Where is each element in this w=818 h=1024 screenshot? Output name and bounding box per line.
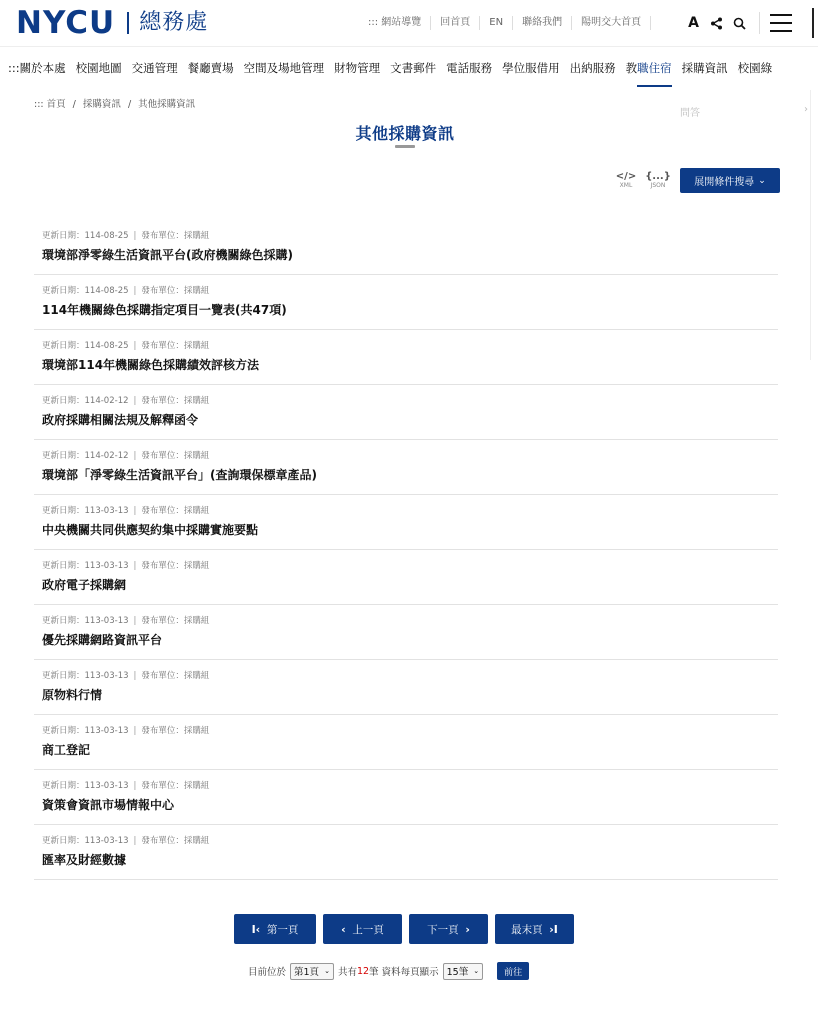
item-date: 114-08-25 bbox=[84, 231, 129, 241]
item-date: 113-03-13 bbox=[84, 671, 129, 681]
list-item[interactable] bbox=[34, 605, 778, 660]
item-title[interactable]: 114年機關綠色採購指定項目一覽表(共47項) bbox=[42, 303, 287, 317]
chevron-down-icon: ⌄ bbox=[324, 967, 330, 975]
list-item[interactable] bbox=[34, 385, 778, 440]
nav-item-12[interactable]: 採購資訊 bbox=[681, 61, 728, 75]
main-nav-items bbox=[8, 59, 782, 77]
item-unit: 採購組 bbox=[183, 781, 210, 791]
sitemap-link[interactable]: ::: 網站導覽 bbox=[368, 16, 431, 30]
per-page-select[interactable] bbox=[443, 963, 483, 980]
item-title[interactable]: 中央機關共同供應契約集中採購實施要點 bbox=[42, 523, 259, 537]
first-page-label: 第一頁 bbox=[266, 923, 299, 936]
university-home-link[interactable]: 陽明交大首頁 bbox=[572, 16, 651, 30]
date-label: 更新日期： bbox=[42, 231, 85, 241]
item-meta bbox=[42, 229, 209, 241]
meta-separator: | bbox=[133, 836, 137, 846]
prev-page-button[interactable] bbox=[323, 914, 402, 944]
nav-item-8[interactable]: 學位服借用 bbox=[502, 61, 560, 75]
item-unit: 採購組 bbox=[183, 286, 210, 296]
item-unit: 採購組 bbox=[183, 451, 210, 461]
date-label: 更新日期： bbox=[42, 616, 85, 626]
list-item[interactable] bbox=[34, 440, 778, 495]
share-icon[interactable] bbox=[707, 10, 726, 36]
nav-item-5[interactable]: 財物管理 bbox=[334, 61, 381, 75]
list-item[interactable] bbox=[34, 715, 778, 770]
breadcrumb-current: 其他採購資訊 bbox=[138, 99, 196, 110]
breadcrumb-separator: / bbox=[127, 99, 132, 110]
item-meta bbox=[42, 559, 209, 571]
item-title[interactable]: 匯率及財經數據 bbox=[42, 853, 127, 867]
total-suffix: 筆 bbox=[369, 967, 379, 978]
chevron-down-icon: ⌄ bbox=[473, 967, 480, 975]
item-title[interactable]: 資策會資訊市場情報中心 bbox=[42, 798, 175, 812]
date-label: 更新日期： bbox=[42, 561, 85, 571]
pagination bbox=[234, 914, 581, 944]
item-title[interactable]: 環境部淨零綠生活資訊平台(政府機關綠色採購) bbox=[42, 248, 293, 262]
item-title[interactable]: 環境部114年機關綠色採購績效評核方法 bbox=[42, 358, 260, 372]
total-count: 12 bbox=[356, 965, 370, 977]
item-date: 113-03-13 bbox=[84, 506, 129, 516]
logo-divider bbox=[127, 12, 129, 34]
date-label: 更新日期： bbox=[42, 451, 85, 461]
list-item[interactable] bbox=[34, 770, 778, 825]
item-unit: 採購組 bbox=[183, 561, 210, 571]
item-date: 114-02-12 bbox=[84, 451, 129, 461]
expand-search-label: 展開條件搜尋 bbox=[694, 177, 755, 188]
meta-separator: | bbox=[133, 341, 137, 351]
header-tools bbox=[684, 10, 792, 36]
json-symbol: {...} bbox=[645, 170, 671, 182]
item-unit: 採購組 bbox=[183, 506, 210, 516]
meta-separator: | bbox=[133, 671, 137, 681]
date-label: 更新日期： bbox=[42, 726, 85, 736]
item-meta bbox=[42, 779, 209, 791]
item-date: 114-08-25 bbox=[84, 341, 129, 351]
current-page-prefix: 目前位於 bbox=[248, 967, 287, 978]
pagination-info bbox=[248, 962, 529, 980]
last-page-button[interactable] bbox=[495, 914, 574, 944]
item-meta bbox=[42, 339, 209, 351]
breadcrumb-home[interactable]: ::: 首頁 bbox=[34, 99, 66, 110]
nav-item-0[interactable]: :::關於本處 bbox=[8, 61, 66, 75]
item-unit: 採購組 bbox=[183, 341, 210, 351]
item-title[interactable]: 政府採購相關法規及解釋函令 bbox=[42, 413, 199, 427]
unit-label: 發布單位： bbox=[141, 451, 184, 461]
list-item[interactable] bbox=[34, 220, 778, 275]
item-meta bbox=[42, 834, 209, 846]
page-select[interactable] bbox=[290, 963, 334, 980]
search-icon[interactable] bbox=[730, 10, 749, 36]
item-date: 114-02-12 bbox=[84, 396, 129, 406]
main-nav bbox=[0, 46, 818, 90]
utility-links bbox=[368, 15, 651, 31]
list-item[interactable] bbox=[34, 825, 778, 880]
json-export-icon[interactable] bbox=[646, 169, 670, 193]
item-title[interactable]: 優先採購網路資訊平台 bbox=[42, 633, 163, 647]
announcement-list bbox=[34, 220, 778, 880]
meta-separator: | bbox=[133, 616, 137, 626]
font-size-icon[interactable]: A bbox=[688, 15, 699, 31]
unit-label: 發布單位： bbox=[141, 396, 184, 406]
meta-separator: | bbox=[133, 561, 137, 571]
meta-separator: | bbox=[133, 231, 137, 241]
item-unit: 採購組 bbox=[183, 231, 210, 241]
site-header bbox=[0, 0, 818, 46]
contact-link[interactable]: 聯絡我們 bbox=[513, 16, 572, 30]
unit-label: 發布單位： bbox=[141, 231, 184, 241]
last-page-label: 最末頁 bbox=[511, 923, 543, 936]
per-page-prefix: 資料每頁顯示 bbox=[381, 967, 439, 978]
expand-search-button[interactable] bbox=[680, 168, 780, 193]
list-item[interactable] bbox=[34, 660, 778, 715]
list-item[interactable] bbox=[34, 495, 778, 550]
date-label: 更新日期： bbox=[42, 671, 85, 681]
meta-separator: | bbox=[133, 781, 137, 791]
nav-item-6[interactable]: 文書郵件 bbox=[390, 61, 437, 75]
next-page-label: 下一頁 bbox=[427, 923, 459, 936]
item-unit: 採購組 bbox=[183, 726, 210, 736]
page-select-value: 第1頁 bbox=[294, 967, 320, 978]
header-divider bbox=[759, 12, 760, 34]
first-page-icon: I‹ bbox=[251, 922, 261, 936]
chevron-left-icon: ‹ bbox=[341, 922, 346, 936]
date-label: 更新日期： bbox=[42, 506, 85, 516]
meta-separator: | bbox=[133, 396, 137, 406]
unit-label: 發布單位： bbox=[141, 671, 184, 681]
item-meta bbox=[42, 449, 209, 461]
nav-item-4[interactable]: 空間及場地管理 bbox=[243, 61, 325, 75]
xml-export-icon[interactable] bbox=[614, 169, 638, 193]
unit-label: 發布單位： bbox=[141, 836, 184, 846]
item-meta bbox=[42, 284, 209, 296]
site-logo[interactable] bbox=[16, 5, 209, 41]
item-date: 114-08-25 bbox=[84, 286, 129, 296]
office-name: 總務處 bbox=[139, 10, 209, 35]
item-unit: 採購組 bbox=[183, 836, 210, 846]
item-title[interactable]: 政府電子採購網 bbox=[42, 578, 127, 592]
item-date: 113-03-13 bbox=[84, 726, 129, 736]
item-unit: 採購組 bbox=[183, 671, 210, 681]
item-meta bbox=[42, 394, 209, 406]
item-meta bbox=[42, 614, 209, 626]
nav-item-7[interactable]: 電話服務 bbox=[446, 61, 493, 75]
first-page-button[interactable] bbox=[234, 914, 316, 944]
nav-item-10[interactable]: 教 bbox=[625, 61, 638, 75]
nav-item-9[interactable]: 出納服務 bbox=[569, 61, 616, 75]
side-menu-label: 問答 bbox=[680, 108, 700, 119]
nycu-logo-mark: NYCU bbox=[16, 5, 116, 41]
title-underline bbox=[395, 145, 415, 148]
unit-label: 發布單位： bbox=[141, 341, 184, 351]
date-label: 更新日期： bbox=[42, 341, 85, 351]
chevron-right-icon: › bbox=[804, 104, 808, 115]
prev-page-label: 上一頁 bbox=[352, 923, 384, 936]
chevron-right-icon: › bbox=[465, 922, 470, 936]
breadcrumb bbox=[34, 96, 199, 110]
unit-label: 發布單位： bbox=[141, 616, 184, 626]
breadcrumb-separator: / bbox=[72, 99, 76, 110]
item-date: 113-03-13 bbox=[84, 561, 129, 571]
menu-icon[interactable] bbox=[770, 14, 792, 32]
item-meta bbox=[42, 504, 209, 516]
item-meta bbox=[42, 669, 209, 681]
meta-separator: | bbox=[133, 451, 137, 461]
item-meta bbox=[42, 724, 209, 736]
go-button[interactable]: 前往 bbox=[497, 962, 529, 980]
list-item[interactable] bbox=[34, 330, 778, 385]
meta-separator: | bbox=[133, 506, 137, 516]
date-label: 更新日期： bbox=[42, 286, 85, 296]
item-unit: 採購組 bbox=[183, 616, 210, 626]
last-page-icon: ›I bbox=[549, 922, 558, 936]
breadcrumb-procurement[interactable]: 採購資訊 bbox=[82, 99, 121, 110]
chevron-down-icon: ⌄ bbox=[758, 175, 766, 186]
list-tools bbox=[614, 168, 780, 193]
unit-label: 發布單位： bbox=[141, 726, 184, 736]
unit-label: 發布單位： bbox=[141, 286, 184, 296]
meta-separator: | bbox=[133, 726, 137, 736]
nav-item-11[interactable]: 職住宿 bbox=[637, 61, 672, 75]
meta-separator: | bbox=[133, 286, 137, 296]
item-unit: 採購組 bbox=[183, 396, 210, 406]
nav-item-1[interactable]: 校園地圖 bbox=[75, 61, 122, 75]
side-divider bbox=[810, 90, 811, 360]
total-prefix: 共有 bbox=[337, 967, 357, 978]
side-menu-hint[interactable] bbox=[680, 104, 808, 119]
item-title[interactable]: 環境部「淨零綠生活資訊平台」(查詢環保標章產品) bbox=[42, 468, 317, 482]
item-title[interactable]: 商工登記 bbox=[42, 743, 91, 757]
home-link[interactable]: 回首頁 bbox=[431, 16, 480, 30]
item-date: 113-03-13 bbox=[84, 781, 129, 791]
xml-caption: XML bbox=[619, 181, 633, 189]
item-date: 113-03-13 bbox=[84, 616, 129, 626]
unit-label: 發布單位： bbox=[141, 506, 184, 516]
english-link[interactable]: EN bbox=[480, 16, 513, 30]
nav-item-2[interactable]: 交通管理 bbox=[131, 61, 178, 75]
unit-label: 發布單位： bbox=[141, 781, 184, 791]
date-label: 更新日期： bbox=[42, 396, 85, 406]
list-item[interactable] bbox=[34, 550, 778, 605]
per-page-value: 15筆 bbox=[446, 967, 469, 978]
date-label: 更新日期： bbox=[42, 781, 85, 791]
next-page-button[interactable] bbox=[409, 914, 488, 944]
date-label: 更新日期： bbox=[42, 836, 85, 846]
nav-item-3[interactable]: 餐廳賣場 bbox=[187, 61, 234, 75]
nav-item-13[interactable]: 校園綠 bbox=[737, 61, 773, 75]
item-date: 113-03-13 bbox=[84, 836, 129, 846]
list-item[interactable] bbox=[34, 275, 778, 330]
scrollbar-edge bbox=[812, 8, 814, 38]
unit-label: 發布單位： bbox=[141, 561, 184, 571]
page-title: 其他採購資訊 bbox=[355, 124, 455, 143]
item-title[interactable]: 原物料行情 bbox=[42, 688, 103, 702]
xml-symbol: </> bbox=[615, 170, 637, 182]
json-caption: JSON bbox=[650, 181, 666, 189]
